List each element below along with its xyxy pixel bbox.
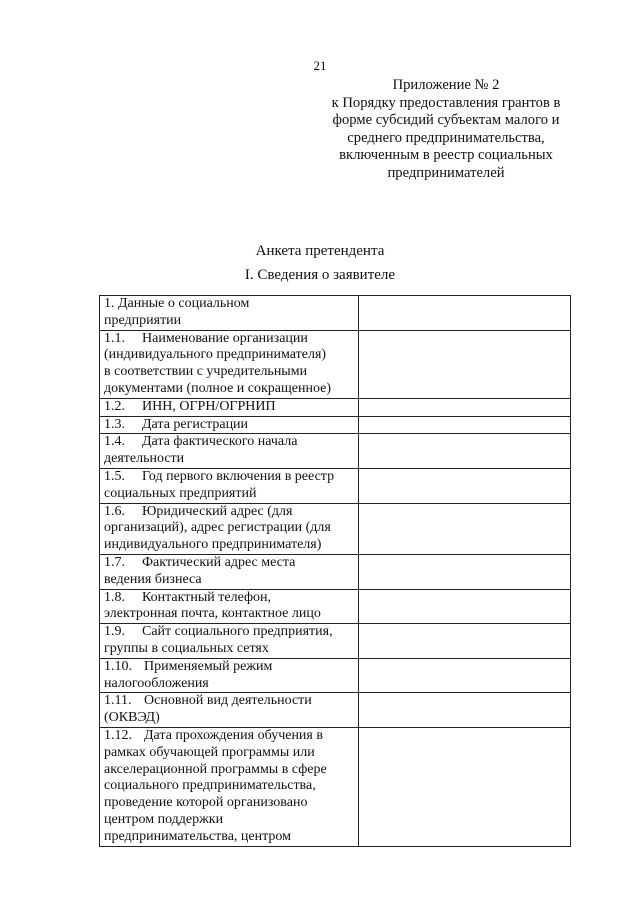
row-label-line: индивидуального предпринимателя) bbox=[104, 537, 322, 553]
row-label-cell bbox=[100, 624, 359, 659]
row-label-cell bbox=[100, 503, 359, 554]
row-label-cell bbox=[100, 693, 359, 728]
row-value-cell[interactable] bbox=[359, 589, 571, 624]
row-value-cell[interactable] bbox=[359, 434, 571, 469]
row-label-cell bbox=[100, 468, 359, 503]
header-label-line: предприятии bbox=[104, 312, 182, 328]
row-label-line: (ОКВЭД) bbox=[104, 710, 160, 726]
row-value-cell[interactable] bbox=[359, 658, 571, 693]
row-label-line: налогообложения bbox=[104, 675, 209, 691]
row-label-line: центром поддержки bbox=[104, 811, 224, 827]
row-label-cell bbox=[100, 658, 359, 693]
row-number: 1.7. bbox=[104, 554, 125, 570]
appendix-line: включенным в реестр социальных bbox=[339, 147, 553, 164]
row-value-cell[interactable] bbox=[359, 693, 571, 728]
appendix-line: среднего предпринимательства, bbox=[347, 129, 545, 146]
row-number: 1.5. bbox=[104, 468, 125, 484]
row-number: 1.11. bbox=[104, 693, 132, 709]
row-label-line: в соответствии с учредительными bbox=[104, 364, 308, 380]
table-row bbox=[100, 589, 571, 624]
row-label-line: ИНН, ОГРН/ОГРНИП bbox=[142, 398, 276, 414]
table-row bbox=[100, 554, 571, 589]
row-label-cell bbox=[100, 330, 359, 398]
row-label-line: рамках обучающей программы или bbox=[104, 744, 315, 760]
page-number: 21 bbox=[313, 58, 327, 73]
table-row-header bbox=[100, 296, 571, 331]
row-label-line: электронная почта, контактное лицо bbox=[104, 606, 321, 622]
table-row bbox=[100, 416, 571, 434]
row-label-line: организаций), адрес регистрации (для bbox=[104, 520, 331, 536]
row-number: 1.2. bbox=[104, 398, 125, 414]
appendix-line: форме субсидий субъектам малого и bbox=[332, 112, 560, 129]
row-number: 1.1. bbox=[104, 330, 125, 346]
row-label-line: Дата прохождения обучения в bbox=[144, 727, 323, 743]
row-label-line: Контактный телефон, bbox=[142, 589, 272, 605]
row-label-line: проведение которой организовано bbox=[104, 795, 308, 811]
header-label-line: 1. Данные о социальном bbox=[104, 296, 250, 311]
table-row bbox=[100, 468, 571, 503]
row-number: 1.12. bbox=[104, 727, 132, 743]
row-value-cell[interactable] bbox=[359, 398, 571, 416]
row-label-line: Дата фактического начала bbox=[142, 434, 298, 450]
table-row bbox=[100, 693, 571, 728]
row-number: 1.4. bbox=[104, 434, 125, 450]
row-label-line: предпринимательства, центром bbox=[104, 828, 291, 844]
row-label-line: Сайт социального предприятия, bbox=[142, 624, 333, 640]
table-row bbox=[100, 330, 571, 398]
row-number: 1.6. bbox=[104, 503, 125, 519]
row-label-cell bbox=[100, 589, 359, 624]
table-row bbox=[100, 503, 571, 554]
table-row bbox=[100, 398, 571, 416]
row-number: 1.3. bbox=[104, 416, 125, 432]
row-label-line: акселерационной программы в сфере bbox=[104, 761, 327, 777]
row-value-cell[interactable] bbox=[359, 727, 571, 846]
row-label-line: документами (полное и сокращенное) bbox=[104, 380, 332, 396]
row-label-line: Год первого включения в реестр bbox=[142, 468, 335, 484]
appendix-line: к Порядку предоставления грантов в bbox=[331, 94, 561, 111]
row-value-cell[interactable] bbox=[359, 503, 571, 554]
appendix-line: предпринимателей bbox=[387, 164, 505, 181]
row-label-line: Применяемый режим bbox=[144, 658, 273, 674]
header-label-cell bbox=[100, 296, 359, 331]
row-value-cell[interactable] bbox=[359, 468, 571, 503]
row-number: 1.8. bbox=[104, 589, 125, 605]
form-title: Анкета претендента bbox=[255, 243, 385, 259]
row-label-line: Дата регистрации bbox=[142, 416, 249, 432]
row-label-line: (индивидуального предпринимателя) bbox=[104, 347, 327, 363]
row-number: 1.10. bbox=[104, 658, 132, 674]
row-label-cell bbox=[100, 727, 359, 846]
appendix-line: Приложение № 2 bbox=[392, 77, 500, 93]
row-label-cell bbox=[100, 416, 359, 434]
appendix-heading bbox=[322, 77, 570, 183]
row-label-line: социальных предприятий bbox=[104, 485, 257, 501]
row-label-line: Юридический адрес (для bbox=[142, 503, 293, 519]
row-value-cell[interactable] bbox=[359, 416, 571, 434]
row-number: 1.9. bbox=[104, 624, 125, 640]
row-value-cell[interactable] bbox=[359, 330, 571, 398]
table-row bbox=[100, 624, 571, 659]
row-label-line: Наименование организации bbox=[142, 330, 308, 346]
row-value-cell[interactable] bbox=[359, 624, 571, 659]
row-label-line: ведения бизнеса bbox=[104, 571, 202, 587]
applicant-info-table bbox=[99, 295, 571, 847]
row-label-line: социального предпринимательства, bbox=[104, 778, 316, 794]
header-value-cell[interactable] bbox=[359, 296, 571, 331]
row-value-cell[interactable] bbox=[359, 554, 571, 589]
table-row bbox=[100, 658, 571, 693]
row-label-line: деятельности bbox=[104, 451, 185, 467]
table-row bbox=[100, 434, 571, 469]
row-label-line: группы в социальных сетях bbox=[104, 640, 269, 656]
row-label-cell bbox=[100, 554, 359, 589]
section-title: I. Сведения о заявителе bbox=[244, 267, 396, 283]
table-row bbox=[100, 727, 571, 846]
row-label-line: Фактический адрес места bbox=[142, 554, 296, 570]
row-label-line: Основной вид деятельности bbox=[144, 693, 312, 709]
row-label-cell bbox=[100, 398, 359, 416]
row-label-cell bbox=[100, 434, 359, 469]
